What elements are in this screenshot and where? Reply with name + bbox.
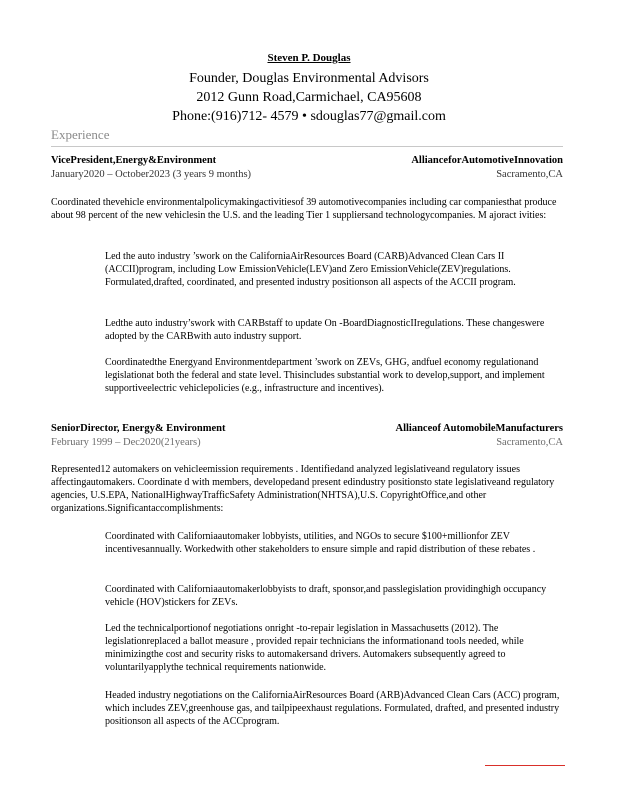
bullet-text: Led the auto industry ’swork on the CaliforniaAirResources Board (CARB)Advanced Clean Cars II (ACCII)program, including Low EmissionVehicle(LEV)and Zero EmissionVehicle(ZEV)regulations. Formulated,drafted, coordinated, and presented industry positionson all aspects of the ACCII program.	[105, 251, 516, 288]
job-location: Sacramento,CA	[496, 169, 563, 180]
bullet-text: Led the technicalportionof negotiations onright -to-repair legislation in Massachusetts (2012). The legislationreplaced a ballot measure , provided repair technicians the informationand tools needed, while minimizingthe cost and security risks to automakersand drivers. Automakers subsequently agreed to voluntarilyapplythe technical requirements nationwide.	[105, 623, 524, 673]
job-summary: Represented12 automakers on vehicleemission requirements . Identifiedand analyzed legislativeand regulatory issues affectingautomakers. Coordinate d with members, developedand present edindustry positionsto state legislativeand regulatory agencies, U.S.EPA, NationalHighwayTrafficSafety Administration(NHTSA),U.S. CopyrightOffice,and other organizations.Significantaccomplishments:	[51, 464, 555, 514]
candidate-title: Founder, Douglas Environmental Advisors	[189, 71, 429, 86]
candidate-name	[0, 52, 618, 64]
job-summary: Coordinated thevehicle environmentalpolicymakingactivitiesof 39 automotivecompanies including car companiesthat produce about 98 percent of the new vehiclesin the U.S. and the leading Tier 1 suppliersand technologycompanies. M ajoract ivities:	[51, 197, 557, 221]
bullet-text: Headed industry negotiations on the CaliforniaAirResources Board (ARB)Advanced Clean Cars (ACC) program, which includes ZEV,greenhouse gas, and tailpipeexhaust regulations. Formulated, drafted, and presented industry positionson all aspects of the ACCprogram.	[105, 690, 560, 727]
job-header	[51, 154, 563, 182]
bullet-text: Coordinated with Californiaautomaker lobbyists, utilities, and NGOs to secure $100+millionfor ZEV incentivesannually. Workedwith other stakeholders to ensure simple and rapid distribution of these rebates .	[105, 531, 536, 555]
section-divider	[51, 146, 563, 147]
section-title-experience: Experience	[51, 127, 110, 142]
job-dates: January2020 – October2023 (3 years 9 months)	[51, 169, 252, 180]
job-dates: February 1999 – Dec2020(21years)	[51, 437, 201, 448]
bullet-text: Ledthe auto industry’swork with CARBstaff to update On -BoardDiagnosticIIregulations. These changeswere adopted by the CARBwith auto industry support.	[105, 318, 545, 342]
job-organization: Allianceof AutomobileManufacturers	[395, 423, 563, 434]
candidate-address: 2012 Gunn Road,Carmichael, CA95608	[196, 90, 422, 105]
job-title: VicePresident,Energy&Environment	[51, 155, 217, 166]
job-organization: AllianceforAutomotiveInnovation	[411, 155, 563, 166]
candidate-name-text: Steven P. Douglas	[267, 52, 351, 64]
candidate-contact: Phone:(916)712- 4579 • sdouglas77@gmail.com	[172, 109, 446, 124]
bullet-text: Coordinatedthe Energyand Environmentdepartment ’swork on ZEVs, GHG, andfuel economy regulationand legislationat both the federal and state level. Thisincludes substantial work to develop,support, and implement supportiveelectric vehiclepolicies (e.g., infrastructure and incentives).	[105, 357, 545, 394]
bullet-text: Coordinated with Californiaautomakerlobbyists to draft, sponsor,and passlegislation providinghigh occupancy vehicle (HOV)stickers for ZEVs.	[105, 584, 547, 608]
footer-accent-line	[485, 765, 565, 766]
job-location: Sacramento,CA	[496, 437, 563, 448]
job-title: SeniorDirector, Energy& Environment	[51, 423, 226, 434]
job-header	[51, 422, 563, 450]
